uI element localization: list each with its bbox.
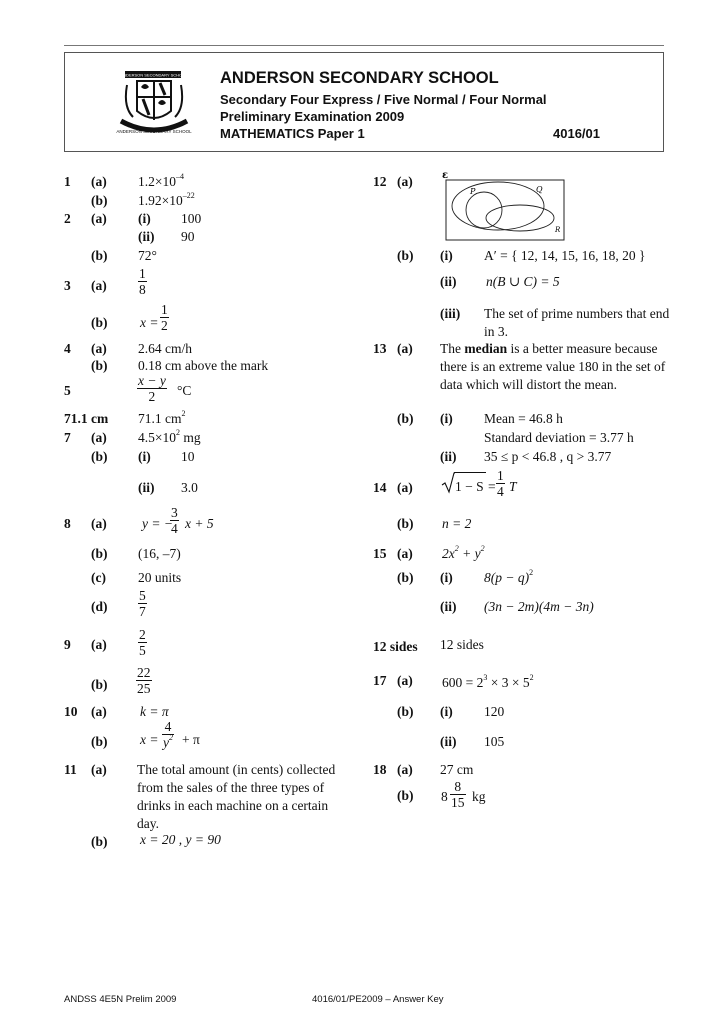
answer-text: is a better measure because there is an extreme value 180 in the set of data which will distort the mean. (440, 341, 666, 392)
answer: 27 cm (440, 762, 474, 777)
answer: 105 (484, 734, 505, 749)
radical-bar (454, 472, 486, 473)
emphasis-text: median (464, 341, 508, 356)
question-number: 2 (64, 211, 71, 226)
answer (442, 675, 534, 691)
mixed-number-whole: 8 (441, 789, 448, 804)
exponent: –4 (176, 172, 184, 181)
venn-set-p (466, 192, 502, 228)
exam-levels: Secondary Four Express / Five Normal / Four Normal (220, 92, 547, 107)
part-label: (a) (397, 673, 413, 688)
subpart-label: (ii) (440, 734, 457, 749)
numerator: 1 (497, 468, 504, 483)
answer: 120 (484, 704, 505, 719)
answer (138, 430, 201, 446)
question-number: 12 sides (373, 639, 418, 654)
exponent: 2 (529, 568, 534, 577)
venn-label-r: R (555, 226, 561, 234)
answer: Standard deviation = 3.77 h (484, 430, 634, 445)
part-label: (c) (91, 570, 106, 585)
answer-paragraph (440, 340, 670, 394)
unit: °C (177, 383, 192, 398)
denominator: 4 (497, 484, 504, 499)
part-label: (a) (397, 546, 413, 561)
answer: 90 (181, 229, 195, 244)
logo-top-text: ANDERSON SECONDARY SCHOOL (120, 72, 188, 78)
fraction (136, 665, 152, 696)
subpart-label: (i) (440, 704, 453, 719)
subpart-label: (ii) (440, 599, 457, 614)
part-label: (a) (397, 762, 413, 777)
answer-term: × 3 × 5 (487, 675, 530, 690)
radicand: 1 − S (455, 479, 484, 494)
part-label: (b) (397, 516, 414, 531)
answer: 0.18 cm above the mark (138, 358, 269, 373)
fraction (138, 588, 147, 619)
part-label: (b) (91, 193, 108, 208)
answer: (3n − 2m)(4m − 3n) (484, 599, 594, 614)
part-label: (a) (397, 480, 413, 495)
footer-left: ANDSS 4E5N Prelim 2009 (64, 994, 177, 1005)
logo-bottom-text: ANDERSON SECONDARY SCHOOL (116, 129, 192, 134)
answer: 3.0 (181, 480, 198, 495)
square-root-sign (441, 472, 455, 494)
part-label: (b) (397, 248, 414, 263)
denominator: 7 (139, 604, 146, 619)
question-number: 5 (64, 383, 71, 398)
question-number: 12 (373, 174, 387, 189)
exponent: 2 (480, 544, 485, 553)
part-label: (b) (91, 449, 108, 464)
denominator: 2 (137, 388, 167, 404)
part-label: (a) (91, 762, 107, 777)
exam-header (64, 52, 664, 152)
exponent: 2 (529, 673, 534, 682)
denominator: 5 (139, 643, 146, 658)
part-label: (b) (91, 734, 108, 749)
school-name: ANDERSON SECONDARY SCHOOL (220, 69, 499, 87)
question-number: 4 (64, 341, 71, 356)
answer (138, 174, 184, 190)
subpart-label: (ii) (138, 480, 155, 495)
numerator: 3 (171, 505, 178, 520)
denominator-var: y (163, 735, 169, 750)
venn-label-q: Q (536, 185, 543, 194)
part-label: (b) (91, 248, 108, 263)
paper-title: MATHEMATICS Paper 1 (220, 126, 365, 141)
fraction (162, 719, 174, 750)
question-number: 18 (373, 762, 387, 777)
subpart-label: (i) (440, 248, 453, 263)
subpart-label: (ii) (138, 229, 155, 244)
denominator: 25 (137, 681, 151, 696)
part-label: (a) (91, 341, 107, 356)
subpart-label: (i) (138, 449, 151, 464)
part-label: (a) (397, 174, 413, 189)
numerator: x − y (138, 373, 166, 388)
question-number: 8 (64, 516, 71, 531)
exponent: 2 (169, 733, 173, 742)
answer-text: 1.92×10 (138, 193, 183, 208)
part-label: (a) (91, 704, 107, 719)
answer-term: 2x (442, 546, 455, 561)
answer-lhs: x = (140, 732, 159, 747)
question-number: 13 (373, 341, 387, 356)
answer (484, 570, 533, 586)
answer-text: 71.1 cm (138, 411, 182, 426)
exponent: 2 (454, 544, 459, 553)
question-number: 11 (64, 762, 77, 777)
answer-term: + y (458, 546, 481, 561)
answer: 20 units (138, 570, 182, 585)
answer: 12 sides (440, 637, 484, 652)
denominator: 15 (451, 795, 465, 810)
question-number: 1 (64, 174, 71, 189)
fraction (138, 627, 147, 658)
answer-term: 600 = 2 (442, 675, 484, 690)
numerator: 5 (139, 588, 146, 603)
answer-text: 4.5×10 (138, 430, 176, 445)
header-top-rule (64, 45, 664, 46)
question-number: 10 (64, 704, 78, 719)
fraction (170, 505, 179, 536)
question-number: 7 (64, 430, 71, 445)
part-label: (b) (397, 704, 414, 719)
fraction (137, 373, 167, 404)
answer-rhs: T (509, 479, 517, 494)
part-label: (b) (397, 788, 414, 803)
answer-lhs: x = (140, 315, 159, 330)
denominator: 4 (171, 521, 178, 536)
exponent: 2 (181, 409, 186, 418)
numerator: 8 (454, 779, 462, 794)
part-label: (d) (91, 599, 108, 614)
numerator: 4 (164, 719, 172, 734)
answer: (16, –7) (138, 546, 181, 561)
equals-sign: = (488, 479, 496, 494)
question-number: 9 (64, 637, 71, 652)
unit: mg (183, 430, 201, 445)
answer: 2.64 cm/h (138, 341, 192, 356)
subpart-label: (ii) (440, 274, 457, 289)
fraction (160, 302, 169, 333)
part-label: (a) (91, 174, 107, 189)
subpart-label: (ii) (440, 449, 457, 464)
answer-rhs: x + 5 (185, 516, 214, 531)
fraction (496, 468, 505, 499)
answer-paragraph: The total amount (in cents) collected from the sales of the three types of drinks in each machine on a certain day. (137, 762, 336, 831)
numerator: 22 (137, 665, 151, 680)
answer (442, 546, 485, 562)
exponent: –22 (182, 191, 195, 200)
denominator (162, 734, 174, 750)
answer-rhs: + π (182, 732, 200, 747)
answer: A′ = { 12, 14, 15, 16, 18, 20 } (484, 248, 646, 263)
answer-paragraph: The set of prime numbers that end in 3. (484, 306, 670, 339)
question-number: 15 (373, 546, 387, 561)
denominator: 2 (161, 318, 168, 333)
venn-universal-label: ε (442, 170, 449, 181)
question-number: 14 (373, 480, 387, 495)
part-label: (a) (91, 430, 107, 445)
part-label: (b) (91, 677, 108, 692)
part-label: (b) (91, 358, 108, 373)
answer (138, 193, 195, 209)
answer-text: The (440, 341, 465, 356)
answer: 35 ≤ p < 46.8 , q > 3.77 (484, 449, 612, 464)
numerator: 1 (139, 266, 146, 281)
paper-code: 4016/01 (553, 126, 600, 141)
answer: k = π (140, 704, 169, 719)
answer-text: 8(p − q) (484, 570, 530, 585)
exponent: 2 (176, 428, 180, 437)
answer: 72° (138, 248, 157, 263)
part-label: (b) (397, 570, 414, 585)
answer: 10 (181, 449, 195, 464)
exponent: 3 (483, 673, 488, 682)
question-number: 17 (373, 673, 387, 688)
part-label: (a) (91, 278, 107, 293)
answer: 100 (181, 211, 202, 226)
question-number: 3 (64, 278, 71, 293)
answer: n = 2 (442, 516, 472, 531)
part-label: (b) (397, 411, 414, 426)
answer-lhs: y = − (142, 516, 173, 531)
subpart-label: (i) (440, 411, 453, 426)
numerator: 1 (161, 302, 168, 317)
subpart-label: (iii) (440, 306, 461, 321)
answer: Mean = 46.8 h (484, 411, 563, 426)
venn-label-p: P (470, 187, 476, 196)
part-label: (a) (91, 516, 107, 531)
answer: n(B ∪ C) = 5 (486, 274, 560, 289)
subpart-label: (i) (440, 570, 453, 585)
part-label: (a) (397, 341, 413, 356)
subpart-label: (i) (138, 211, 151, 226)
question-number: 71.1 cm (64, 411, 109, 426)
part-label: (a) (91, 637, 107, 652)
part-label: (b) (91, 546, 108, 561)
footer-center: 4016/01/PE2009 – Answer Key (312, 994, 444, 1005)
numerator: 2 (139, 627, 146, 642)
part-label: (a) (91, 211, 107, 226)
unit: kg (472, 789, 486, 804)
part-label: (b) (91, 834, 108, 849)
answer: x = 20 , y = 90 (140, 832, 221, 847)
denominator: 8 (139, 282, 146, 297)
fraction (450, 779, 466, 810)
answer-text: 1.2×10 (138, 174, 176, 189)
exam-title: Preliminary Examination 2009 (220, 109, 405, 124)
part-label: (b) (91, 315, 108, 330)
venn-diagram (438, 168, 570, 246)
fraction (138, 266, 147, 297)
answer (138, 411, 186, 427)
